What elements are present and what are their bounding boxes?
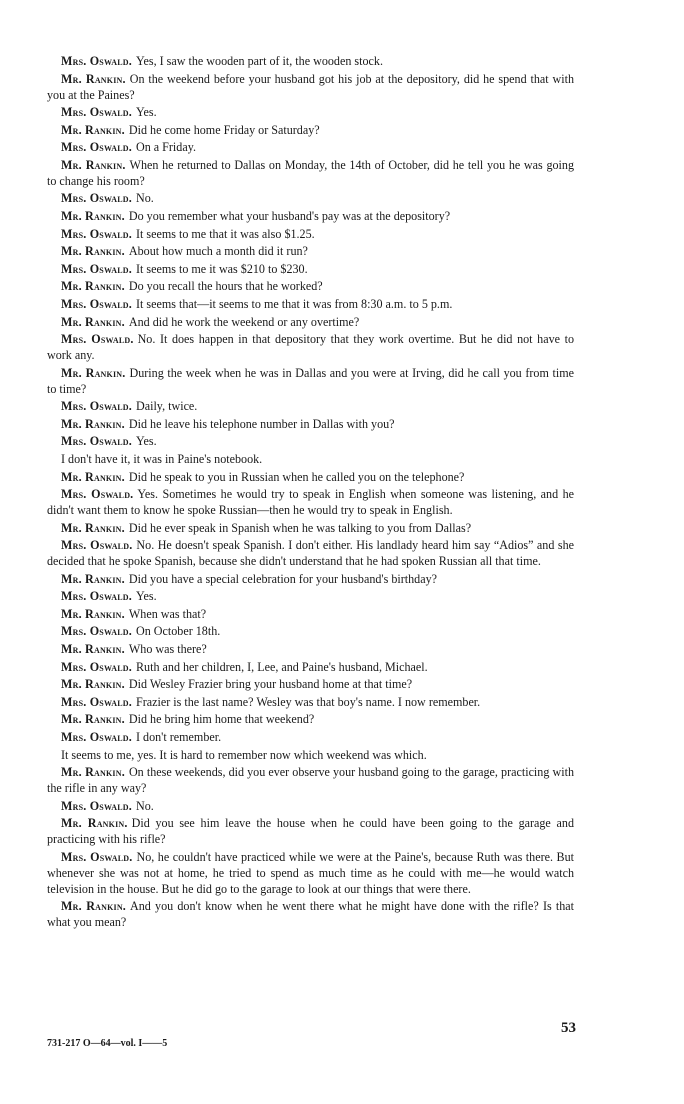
speech-text: About how much a month did it run? (128, 244, 308, 259)
transcript-paragraph (47, 695, 574, 711)
speech-text: Yes, I saw the wooden part of it, the wooden stock. (135, 54, 383, 68)
speaker-name: Mr. Rankin. (61, 520, 125, 535)
speech-text: On October 18th. (135, 624, 221, 639)
transcript-paragraph (47, 487, 574, 519)
speech-text: Did Wesley Frazier bring your husband home at that time? (128, 677, 413, 692)
transcript-paragraph (47, 642, 574, 658)
speech-text: It seems to me that it was also $1.25. (135, 226, 315, 241)
speech-text: When was that? (128, 606, 207, 621)
transcript-paragraph (47, 660, 574, 676)
speaker-name: Mrs. Oswald. (61, 730, 132, 745)
speaker-name: Mrs. Oswald. (61, 589, 132, 604)
speech-text: Daily, twice. (135, 399, 198, 414)
speaker-name: Mr. Rankin. (61, 208, 125, 223)
transcript-paragraph (47, 607, 574, 623)
transcript-paragraph (47, 123, 574, 139)
transcript-paragraph (47, 209, 574, 225)
transcript-paragraph (47, 434, 574, 450)
transcript-paragraph (47, 624, 574, 640)
speech-text: Who was there? (128, 642, 207, 657)
speaker-name: Mr. Rankin. (61, 899, 127, 914)
speaker-name: Mrs. Oswald. (61, 694, 132, 709)
transcript-paragraph (47, 899, 574, 931)
transcript-paragraph (47, 244, 574, 260)
speech-text: No. (135, 191, 154, 206)
speech-text: Did he leave his telephone number in Dallas with you? (128, 416, 395, 431)
speech-text: It seems to me, yes. It is hard to remember now which weekend was which. (61, 747, 427, 762)
speech-text: No. He doesn't speak Spanish. I don't either. His landlady heard him say “Adios” and she decided that he spoke Spanish, because she didn't understand that he had spoken Russian all that time. (47, 538, 574, 569)
speech-text: Do you remember what your husband's pay was at the depository? (128, 208, 451, 223)
transcript-paragraph (47, 765, 574, 797)
transcript-paragraph (47, 72, 574, 104)
speech-text: Do you recall the hours that he worked? (128, 279, 323, 294)
speech-text: And did he work the weekend or any overtime? (128, 314, 360, 329)
transcript-paragraph (47, 399, 574, 415)
speaker-name: Mr. Rankin. (61, 365, 126, 380)
speaker-name: Mrs. Oswald. (61, 538, 133, 553)
speech-text: Did you have a special celebration for your husband's birthday? (128, 571, 437, 586)
transcript-body (47, 54, 574, 933)
speaker-name: Mr. Rankin. (61, 416, 125, 431)
speech-text: Frazier is the last name? Wesley was that boy's name. I now remember. (135, 694, 481, 709)
transcript-paragraph (47, 452, 574, 468)
speech-text: No. (135, 798, 154, 813)
speech-text: When he returned to Dallas on Monday, the 14th of October, did he tell you he was going to change his room? (47, 157, 574, 188)
speaker-name: Mrs. Oswald. (61, 261, 132, 276)
speaker-name: Mr. Rankin. (61, 71, 126, 86)
speech-text: On these weekends, did you ever observe your husband going to the garage, practicing with the rifle in any way? (47, 765, 574, 796)
transcript-paragraph (47, 799, 574, 815)
speaker-name: Mr. Rankin. (61, 122, 125, 137)
speaker-name: Mrs. Oswald. (61, 54, 132, 68)
transcript-paragraph (47, 712, 574, 728)
speech-text: No, he couldn't have practiced while we were at the Paine's, because Ruth was there. But whenever she was not at home, he tried to spend as much time as he could with me—he would watch television in the house. But he did go to the garage to look at our things that were there. (47, 849, 574, 896)
transcript-paragraph (47, 332, 574, 364)
speaker-name: Mr. Rankin. (61, 157, 126, 172)
speech-text: On a Friday. (135, 140, 196, 155)
transcript-paragraph (47, 572, 574, 588)
speech-text: And you don't know when he went there what he might have done with the rifle? Is that what you mean? (47, 899, 574, 930)
transcript-paragraph (47, 140, 574, 156)
transcript-paragraph (47, 315, 574, 331)
transcript-paragraph (47, 677, 574, 693)
transcript-paragraph (47, 279, 574, 295)
transcript-paragraph (47, 538, 574, 570)
speaker-name: Mr. Rankin. (61, 469, 125, 484)
speaker-name: Mrs. Oswald. (61, 191, 132, 206)
transcript-paragraph (47, 730, 574, 746)
transcript-paragraph (47, 54, 574, 70)
transcript-paragraph (47, 748, 574, 764)
speech-text: No. It does happen in that depository that they work overtime. But he did not have to work any. (47, 332, 574, 363)
transcript-paragraph (47, 366, 574, 398)
speaker-name: Mr. Rankin. (61, 677, 125, 692)
speaker-name: Mr. Rankin. (61, 314, 125, 329)
speaker-name: Mr. Rankin. (61, 606, 125, 621)
speaker-name: Mrs. Oswald. (61, 140, 132, 155)
speaker-name: Mr. Rankin. (61, 642, 125, 657)
speech-text: It seems to me it was $210 to $230. (135, 261, 308, 276)
transcript-paragraph (47, 191, 574, 207)
speech-text: Did he ever speak in Spanish when he was talking to you from Dallas? (128, 520, 472, 535)
speaker-name: Mrs. Oswald. (61, 399, 132, 414)
speech-text: Yes. Sometimes he would try to speak in English when someone was listening, and he didn't want them to know he spoke Russian—then he would try to speak in English. (47, 487, 574, 517)
speech-text: I don't remember. (135, 730, 222, 745)
speech-text: Ruth and her children, I, Lee, and Paine's husband, Michael. (135, 659, 428, 674)
speaker-name: Mrs. Oswald. (61, 659, 132, 674)
speaker-name: Mr. Rankin. (61, 244, 125, 259)
transcript-paragraph (47, 262, 574, 278)
speaker-name: Mrs. Oswald. (61, 105, 132, 120)
speaker-name: Mrs. Oswald. (61, 296, 132, 311)
transcript-paragraph (47, 417, 574, 433)
speaker-name: Mrs. Oswald. (61, 226, 132, 241)
transcript-paragraph (47, 470, 574, 486)
transcript-paragraph (47, 589, 574, 605)
speaker-name: Mrs. Oswald. (61, 332, 134, 347)
speech-text: During the week when he was in Dallas and you were at Irving, did he call you from time to time? (47, 365, 574, 396)
speaker-name: Mr. Rankin. (61, 571, 125, 586)
speaker-name: Mrs. Oswald. (61, 798, 132, 813)
speaker-name: Mr. Rankin. (61, 816, 128, 831)
speaker-name: Mr. Rankin. (61, 279, 125, 294)
speech-text: Did he bring him home that weekend? (128, 712, 315, 727)
speech-text: I don't have it, it was in Paine's notebook. (61, 451, 263, 466)
speaker-name: Mrs. Oswald. (61, 624, 132, 639)
speech-text: On the weekend before your husband got his job at the depository, did he spend that with you at the Paines? (47, 71, 574, 102)
speech-text: Did he come home Friday or Saturday? (128, 122, 320, 137)
speech-text: It seems that—it seems to me that it was from 8:30 a.m. to 5 p.m. (135, 296, 453, 311)
transcript-paragraph (47, 850, 574, 898)
transcript-paragraph (47, 227, 574, 243)
speech-text: Yes. (135, 589, 157, 604)
transcript-paragraph (47, 521, 574, 537)
speaker-name: Mrs. Oswald. (61, 849, 133, 864)
speech-text: Did you see him leave the house when he could have been going to the garage and practicing with his rifle? (47, 816, 574, 847)
speaker-name: Mrs. Oswald. (61, 434, 132, 449)
transcript-paragraph (47, 297, 574, 313)
speaker-name: Mrs. Oswald. (61, 487, 134, 502)
speaker-name: Mr. Rankin. (61, 765, 125, 780)
printer-imprint: 731-217 O—64—vol. I——5 (47, 1038, 168, 1049)
page-number: 53 (561, 1020, 576, 1036)
speaker-name: Mr. Rankin. (61, 712, 125, 727)
transcript-paragraph (47, 105, 574, 121)
transcript-paragraph (47, 816, 574, 848)
speech-text: Yes. (135, 434, 157, 449)
transcript-paragraph (47, 158, 574, 190)
speech-text: Did he speak to you in Russian when he called you on the telephone? (128, 469, 465, 484)
speech-text: Yes. (135, 105, 157, 120)
